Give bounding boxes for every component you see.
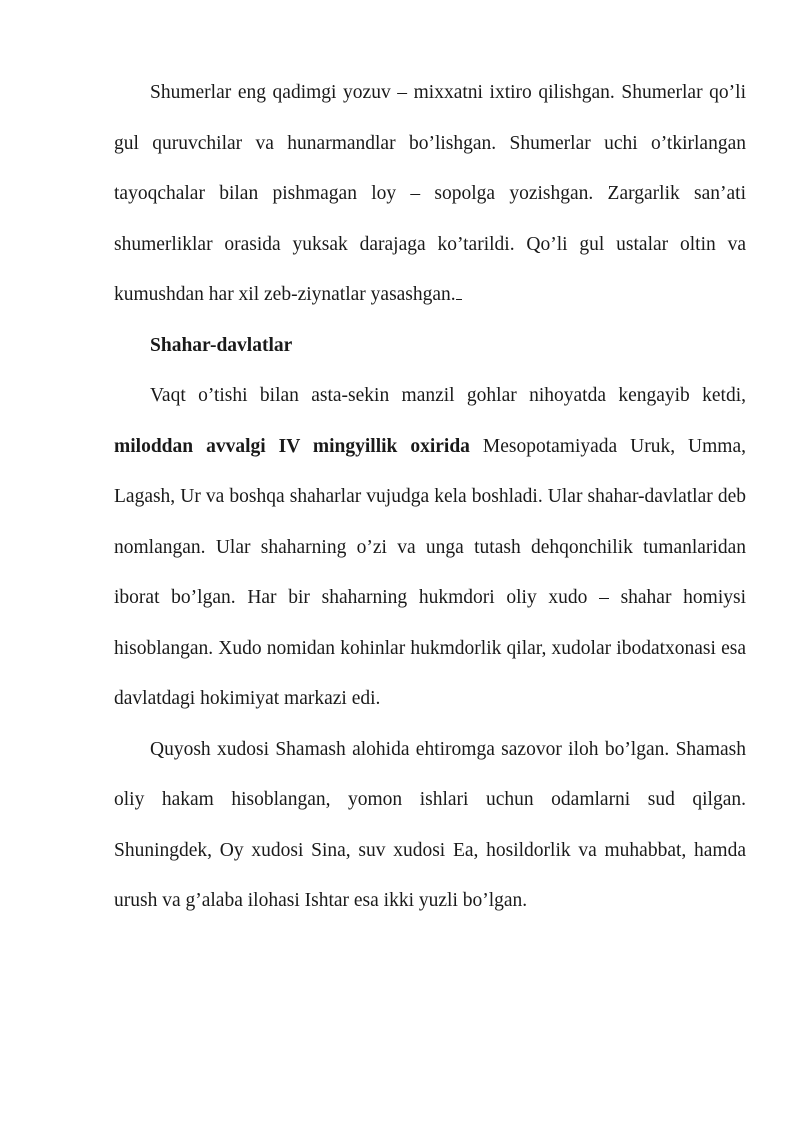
paragraph-shumerlar bbox=[114, 68, 746, 321]
paragraph-text-before: Vaqt o’tishi bilan asta-sekin manzil gohlar nihoyatda kengayib ketdi, bbox=[150, 385, 746, 406]
paragraph-shahar-davlatlar bbox=[114, 371, 746, 725]
paragraph-text-after: Mesopotamiyada Uruk, Umma, Lagash, Ur va boshqa shaharlar vujudga kela boshladi. Ular shahar-davlatlar deb nomlangan. Ular shaharning o’zi va unga tutash dehqonchilik tumanlaridan iborat bo’lgan. Har bir shaharning hukmdori oliy xudo – shahar homiysi hisoblangan. Xudo nomidan kohinlar hukmdorlik qilar, xudolar ibodatxonasi esa davlatdagi hokimiyat markazi edi. bbox=[114, 435, 746, 709]
trailing-underline bbox=[456, 285, 462, 300]
paragraph-bold-phrase: miloddan avvalgi IV mingyillik oxirida bbox=[114, 435, 470, 457]
section-heading: Shahar-davlatlar bbox=[150, 334, 293, 356]
document-page bbox=[114, 68, 746, 927]
paragraph-text: Shumerlar eng qadimgi yozuv – mixxatni ixtiro qilishgan. Shumerlar qo’li gul quruvchilar va hunarmandlar bo’lishgan. Shumerlar uchi o’tkirlangan tayoqchalar bilan pishmagan loy – sopolga yozishgan. Zargarlik san’ati shumerliklar orasida yuksak darajaga ko’tarildi. Qo’li gul ustalar oltin va kumushdan har xil zeb-ziynatlar yasashgan. bbox=[114, 82, 746, 305]
paragraph-shamash: Quyosh xudosi Shamash alohida ehtiromga sazovor iloh bo’lgan. Shamash oliy hakam hisoblangan, yomon ishlari uchun odamlarni sud qilgan. Shuningdek, Oy xudosi Sina, suv xudosi Ea, hosildorlik va muhabbat, hamda urush va g’alaba ilohasi Ishtar esa ikki yuzli bo’lgan. bbox=[114, 738, 746, 911]
